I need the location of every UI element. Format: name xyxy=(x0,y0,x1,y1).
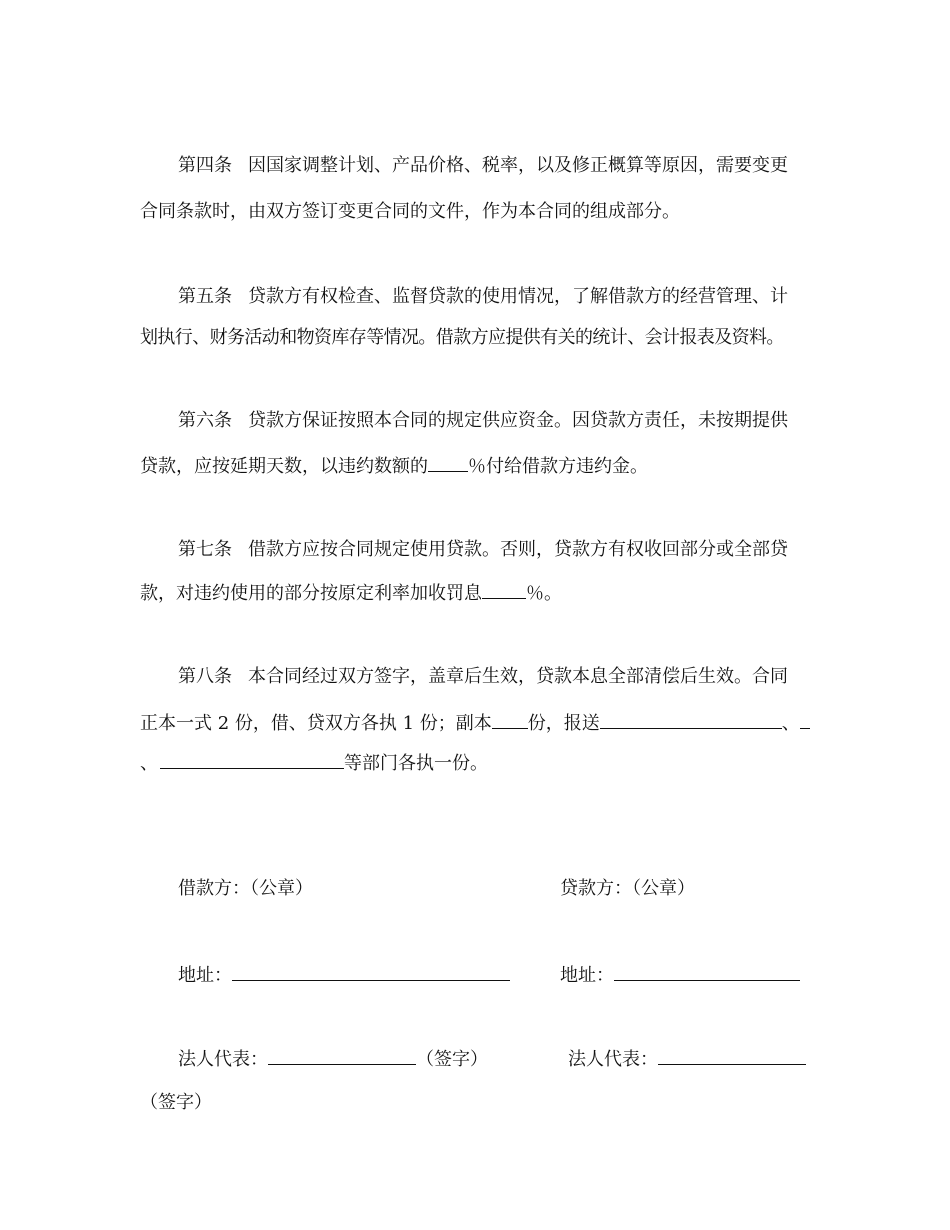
article-7-text-2b: ％。 xyxy=(526,583,562,604)
report-recipient-blank-2[interactable] xyxy=(800,710,810,729)
article-7-line-2 xyxy=(140,580,820,607)
article-6-text-2a: 贷款，应按延期天数，以违约数额的 xyxy=(140,456,428,477)
lender-rep-row xyxy=(568,1046,806,1073)
article-5-label: 第五条 xyxy=(178,286,232,307)
article-7-label: 第七条 xyxy=(178,539,232,560)
article-8-text-3b: 等部门各执一份。 xyxy=(344,753,488,774)
lender-sign-label: （签字） xyxy=(140,1092,212,1113)
article-8-line-2 xyxy=(140,710,820,737)
article-8-label: 第八条 xyxy=(178,666,232,687)
lender-seal-label: 贷款方：（公章） xyxy=(560,878,695,899)
borrower-address-row xyxy=(178,962,510,989)
penalty-rate-blank[interactable] xyxy=(428,453,468,472)
article-8-text-2a: 正本一式 2 份，借、贷双方各执 1 份；副本 xyxy=(140,713,492,734)
article-4-line-2: 合同条款时，由双方签订变更合同的文件，作为本合同的组成部分。 xyxy=(140,201,680,222)
article-7-line-1 xyxy=(178,537,858,563)
lender-address-field[interactable] xyxy=(614,962,800,981)
article-6-line-1 xyxy=(178,408,858,434)
borrower-sign-label: （签字） xyxy=(416,1049,488,1070)
borrower-address-label: 地址： xyxy=(178,965,232,986)
borrower-rep-field[interactable] xyxy=(268,1046,416,1065)
article-5-line-1 xyxy=(178,284,858,310)
article-8-text-2b: 份，报送 xyxy=(527,713,600,734)
article-7-text-1: 借款方应按合同规定使用贷款。否则，贷款方有权收回部分或全部贷 xyxy=(248,539,788,560)
article-4-line-1 xyxy=(178,153,858,179)
report-recipient-blank-1[interactable] xyxy=(600,710,782,729)
article-6-label: 第六条 xyxy=(178,410,232,431)
article-5-text-1: 贷款方有权检查、监督贷款的使用情况，了解借款方的经营管理、计 xyxy=(248,286,788,307)
article-6-line-2 xyxy=(140,453,820,480)
interest-penalty-blank[interactable] xyxy=(482,580,526,599)
article-4-label: 第四条 xyxy=(178,155,232,176)
article-5-line-2: 划执行、财务活动和物资库存等情况。借款方应提供有关的统计、会计报表及资料。 xyxy=(140,327,784,348)
article-8-line-1 xyxy=(178,664,858,690)
lender-rep-label: 法人代表： xyxy=(568,1049,658,1070)
borrower-rep-row xyxy=(178,1046,488,1073)
copies-count-blank[interactable] xyxy=(492,710,528,729)
article-6-text-1: 贷款方保证按照本合同的规定供应资金。因贷款方责任，未按期提供 xyxy=(248,410,788,431)
article-8-text-2c: 、 xyxy=(781,713,800,734)
lender-rep-field[interactable] xyxy=(658,1046,806,1065)
borrower-rep-label: 法人代表： xyxy=(178,1049,268,1070)
borrower-seal-label: 借款方：（公章） xyxy=(178,878,313,899)
article-8-text-1: 本合同经过双方签字，盖章后生效，贷款本息全部清偿后生效。合同 xyxy=(248,666,788,687)
article-4-text-1: 因国家调整计划、产品价格、税率，以及修正概算等原因，需要变更 xyxy=(248,155,788,176)
article-7-text-2a: 款，对违约使用的部分按原定利率加收罚息 xyxy=(140,583,482,604)
article-8-line-3 xyxy=(140,750,820,777)
lender-address-label: 地址： xyxy=(560,965,614,986)
article-8-text-3a: 、 xyxy=(140,753,158,774)
lender-address-row xyxy=(560,962,800,989)
report-recipient-blank-3[interactable] xyxy=(160,750,344,769)
article-6-text-2b: ％付给借款方违约金。 xyxy=(468,456,648,477)
borrower-address-field[interactable] xyxy=(232,962,510,981)
